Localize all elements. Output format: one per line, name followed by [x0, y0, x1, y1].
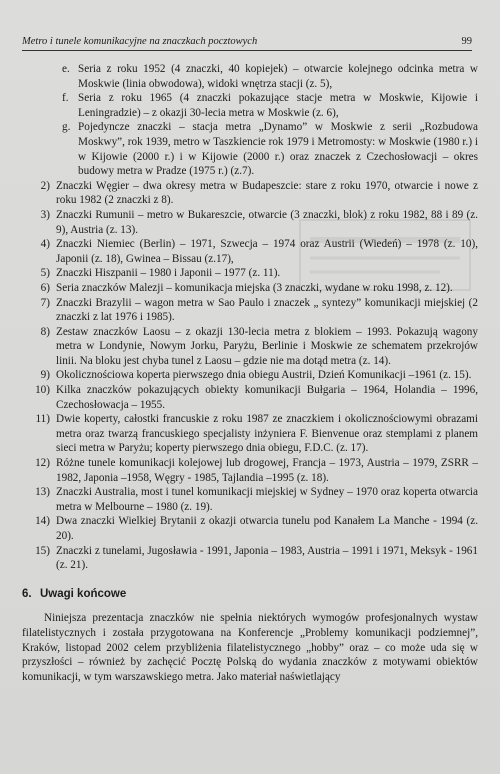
section-heading	[22, 587, 478, 602]
list-item	[22, 485, 478, 514]
list-item-text: Dwie koperty, całostki francuskie z roku 1987 ze znaczkiem i okolicznościowymi obrazami metra oraz twarzą francuskiego specjalisty inżyniera F. Bienvenue oraz stemplami z planem sieci metra w Paryżu; koperty pierwszego dnia obiegu, F.D.C. (z. 17).	[56, 413, 478, 455]
list-item-text: Kilka znaczków pokazujących obiekty komunikacji Bułgaria – 1964, Holandia – 1996, Czechosłowacja – 1955.	[56, 384, 478, 411]
list-item-text: Znaczki Rumunii – metro w Bukareszcie, otwarcie (3 znaczki, blok) z roku 1982, 88 i 89 (z. 9), Austria (z. 13).	[56, 208, 478, 236]
list-item	[22, 383, 478, 412]
list-item-label: f.	[62, 92, 69, 105]
list-item-text: Znaczki Węgier – dwa okresy metra w Budapeszcie: stare z roku 1970, otwarcie i nowe z roku 1982 (2 znaczki z 8).	[56, 179, 478, 207]
list-item	[22, 514, 478, 543]
list-item-text: Znaczki Hiszpanii – 1980 i Japonii – 1977 (z. 11).	[56, 267, 281, 280]
page-content	[22, 62, 478, 684]
list-item	[22, 544, 478, 573]
list-item	[62, 62, 478, 91]
list-item	[22, 412, 478, 456]
list-item-text: Zestaw znaczków Laosu – z okazji 130-lecia metra z blokiem – 1993. Pokazują wagony metra w Londynie, Nowym Jorku, Paryżu, Berlinie i Moskwie ze schematem przekrojów linii. Na bloku jest chyba tunel z Laosu – gdzie nie ma dotąd metra (z. 14).	[56, 325, 478, 367]
list-item-number: 6)	[40, 281, 50, 294]
list-item-number: 7)	[40, 296, 50, 309]
page-number: 99	[461, 36, 472, 47]
running-header	[22, 36, 472, 51]
section-number: 6.	[22, 587, 32, 600]
list-item-number: 8)	[40, 325, 50, 338]
sub-list	[22, 62, 478, 179]
list-item-text: Znaczki Australia, most i tunel komunikacji miejskiej w Sydney – 1970 oraz koperta otwarcia metra w Melbourne – 1980 (z. 19).	[56, 486, 478, 513]
list-item-number: 3)	[40, 208, 50, 221]
list-item-text: Znaczki Brazylii – wagon metra w Sao Paulo i znaczek „ syntezy” komunikacji miejskiej (2 znaczki z lat 1976 i 1985).	[56, 296, 478, 324]
list-item-text: Seria z roku 1965 (4 znaczki pokazujące stacje metra w Moskwie, Kijowie i Leningradzie) – z okazji 30-lecia metra w Moskwie (z. 6),	[78, 92, 478, 119]
list-item-text: Pojedyncze znaczki – stacja metra „Dynamo” w Moskwie z serii „Rozbudowa Moskwy”, rok 1939, metro w Taszkiencie rok 1979 i Metromosty: w Moskwie (1980 r.) i w Kijowie (2000 r.) i w Kijowie (2000 r.) oraz znaczek z Czechosłowacji – okres budowy metra w Pradze (1975 r.) (z.7).	[78, 121, 478, 178]
list-item-number: 10)	[35, 384, 50, 397]
list-item	[22, 325, 478, 369]
list-item-number: 12)	[35, 457, 50, 470]
list-item	[22, 296, 478, 325]
list-item-text: Seria z roku 1952 (4 znaczki, 40 kopiejek) – otwarcie kolejnego odcinka metra w Moskwie (linia obwodowa), widoki wnętrza stacji (z. 5),	[78, 63, 478, 90]
list-item-number: 4)	[40, 238, 50, 251]
list-item-number: 14)	[35, 515, 50, 528]
list-item-text: Znaczki z tunelami, Jugosławia - 1991, Japonia – 1983, Austria – 1991 i 1971, Meksyk - 1961 (z. 21).	[56, 544, 478, 572]
list-item-text: Okolicznościowa koperta pierwszego dnia obiegu Austrii, Dzień Komunikacji –1961 (z. 15).	[56, 369, 472, 382]
list-item-number: 13)	[35, 486, 50, 499]
list-item-text: Seria znaczków Malezji – komunikacja miejska (3 znaczki, wydane w roku 1998, z. 12).	[56, 281, 453, 294]
list-item	[22, 281, 478, 296]
list-item	[62, 120, 478, 178]
list-item-number: 2)	[40, 179, 50, 192]
list-item-text: Różne tunele komunikacji kolejowej lub drogowej, Francja – 1973, Austria – 1979, ZSRR – 1982, Japonia –1958, Węgry - 1985, Tajlandia –1995 (z. 18).	[56, 457, 478, 484]
list-item	[22, 237, 478, 266]
list-item	[22, 456, 478, 485]
list-item	[22, 368, 478, 383]
list-item-label: g.	[62, 121, 71, 134]
list-item-text: Znaczki Niemiec (Berlin) – 1971, Szwecja – 1974 oraz Austrii (Wiedeń) – 1978 (z. 10), Japonii (z. 18), Gwinea – Bissau (z.17),	[56, 238, 478, 265]
numbered-list	[22, 179, 478, 573]
list-item-number: 5)	[40, 267, 50, 280]
section-title: Uwagi końcowe	[40, 587, 127, 600]
list-item-number: 15)	[35, 544, 50, 557]
list-item-number: 9)	[40, 369, 50, 382]
list-item	[22, 179, 478, 208]
list-item-text: Dwa znaczki Wielkiej Brytanii z okazji otwarcia tunelu pod Kanałem La Manche - 1994 (z. 20).	[56, 515, 478, 542]
list-item	[22, 208, 478, 237]
list-item-number: 11)	[35, 413, 50, 426]
list-item	[62, 91, 478, 120]
list-item-label: e.	[62, 63, 70, 75]
running-title: Metro i tunele komunikacyjne na znaczkach pocztowych	[22, 36, 258, 47]
list-item	[22, 266, 478, 281]
body-paragraph: Niniejsza prezentacja znaczków nie spełnia niektórych wymogów profesjonalnych wystaw filatelistycznych i została przygotowana na Konferencje „Problemy komunikacji podziemnej”, Kraków, listopad 2002 celem przybliżenia filatelistycznego „hobby” oraz – co może uda się w przyszłości – również by zachęcić Pocztę Polską do wydania znaczków z motywami obiektów komunikacji, w tym warszawskiego metra. Jako materiał naświetlający	[22, 612, 478, 683]
